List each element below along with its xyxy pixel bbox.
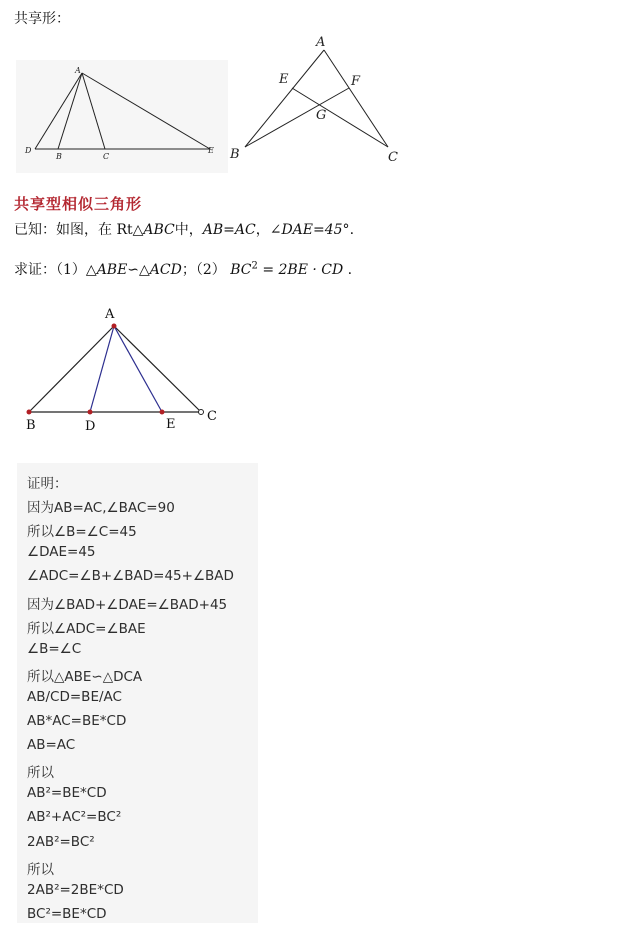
figure-shared-vertex	[16, 60, 228, 173]
fig1-label-a: A	[75, 66, 81, 75]
prove-prefix: 求证：（1）	[14, 262, 86, 278]
proof-line: BC²=BE*CD	[27, 905, 107, 922]
given-end: .	[349, 222, 355, 238]
prove-part1: △ABE∽△ACD	[85, 262, 182, 278]
proof-heading: 证明：	[27, 476, 68, 492]
section-title: 共享型相似三角形	[14, 195, 143, 213]
prove-part2-exp: 2	[251, 260, 258, 272]
prove-part2-bc: BC	[230, 262, 252, 278]
given-triangle: △ABC	[132, 222, 175, 238]
given-statement	[14, 219, 354, 239]
fig3-label-c: C	[207, 409, 217, 424]
fig1-label-c: C	[103, 152, 110, 161]
proof-line: ∠ADC=∠B+∠BAD=45+∠BAD	[27, 568, 234, 585]
intro-label: 共享形：	[14, 11, 70, 27]
fig3-label-a: A	[105, 307, 115, 322]
prove-statement	[14, 259, 352, 279]
proof-line: 2AB²=2BE*CD	[27, 881, 124, 898]
proof-line: 因为∠BAD+∠DAE=∠BAD+45	[27, 596, 228, 613]
fig2-label-f: F	[351, 74, 361, 89]
proof-line: AB=AC	[27, 737, 76, 754]
proof-line: ∠B=∠C	[27, 640, 82, 657]
fig3-label-e: E	[166, 417, 176, 432]
proof-line: AB²=BE*CD	[27, 785, 107, 802]
given-zhong: 中，	[174, 222, 203, 238]
fig2-label-a: A	[316, 35, 326, 50]
prove-mid: ；（2）	[181, 262, 226, 278]
proof-line: AB²+AC²=BC²	[27, 809, 122, 826]
prove-end: .	[343, 262, 353, 278]
fig3-label-d: D	[85, 419, 96, 432]
proof-line: 所以∠B=∠C=45	[27, 524, 137, 541]
fig1-label-e: E	[208, 146, 214, 155]
prove-part2-rhs: = 2BE · CD	[257, 262, 344, 278]
given-prefix: 已知：如图，在	[14, 222, 112, 238]
fig2-label-c: C	[388, 150, 398, 165]
figure-right-triangle	[20, 302, 230, 432]
given-rt: Rt	[116, 222, 133, 238]
proof-line: AB/CD=BE/AC	[27, 688, 122, 705]
given-cond-ab-ac: AB=AC	[202, 222, 256, 238]
fig1-label-d: D	[25, 146, 32, 155]
figure-crossed-triangles	[228, 30, 408, 170]
proof-line: 2AB²=BC²	[27, 833, 95, 850]
fig3-label-b: B	[26, 418, 36, 432]
fig2-label-b: B	[230, 147, 240, 162]
proof-line: 所以	[27, 765, 54, 782]
given-sep: ，	[255, 222, 270, 238]
proof-line: 所以△ABE∽△DCA	[27, 668, 143, 685]
proof-box	[17, 463, 258, 923]
proof-line: 因为AB=AC,∠BAC=90	[27, 500, 175, 517]
fig2-label-e: E	[279, 72, 289, 87]
proof-line: ∠DAE=45	[27, 544, 96, 561]
given-cond-angle: ∠DAE=45°	[269, 222, 350, 238]
fig2-label-g: G	[316, 108, 327, 123]
proof-line: AB*AC=BE*CD	[27, 713, 127, 729]
proof-line: 所以	[27, 861, 54, 878]
proof-line: 所以∠ADC=∠BAE	[27, 620, 146, 637]
fig1-label-b: B	[56, 152, 62, 161]
